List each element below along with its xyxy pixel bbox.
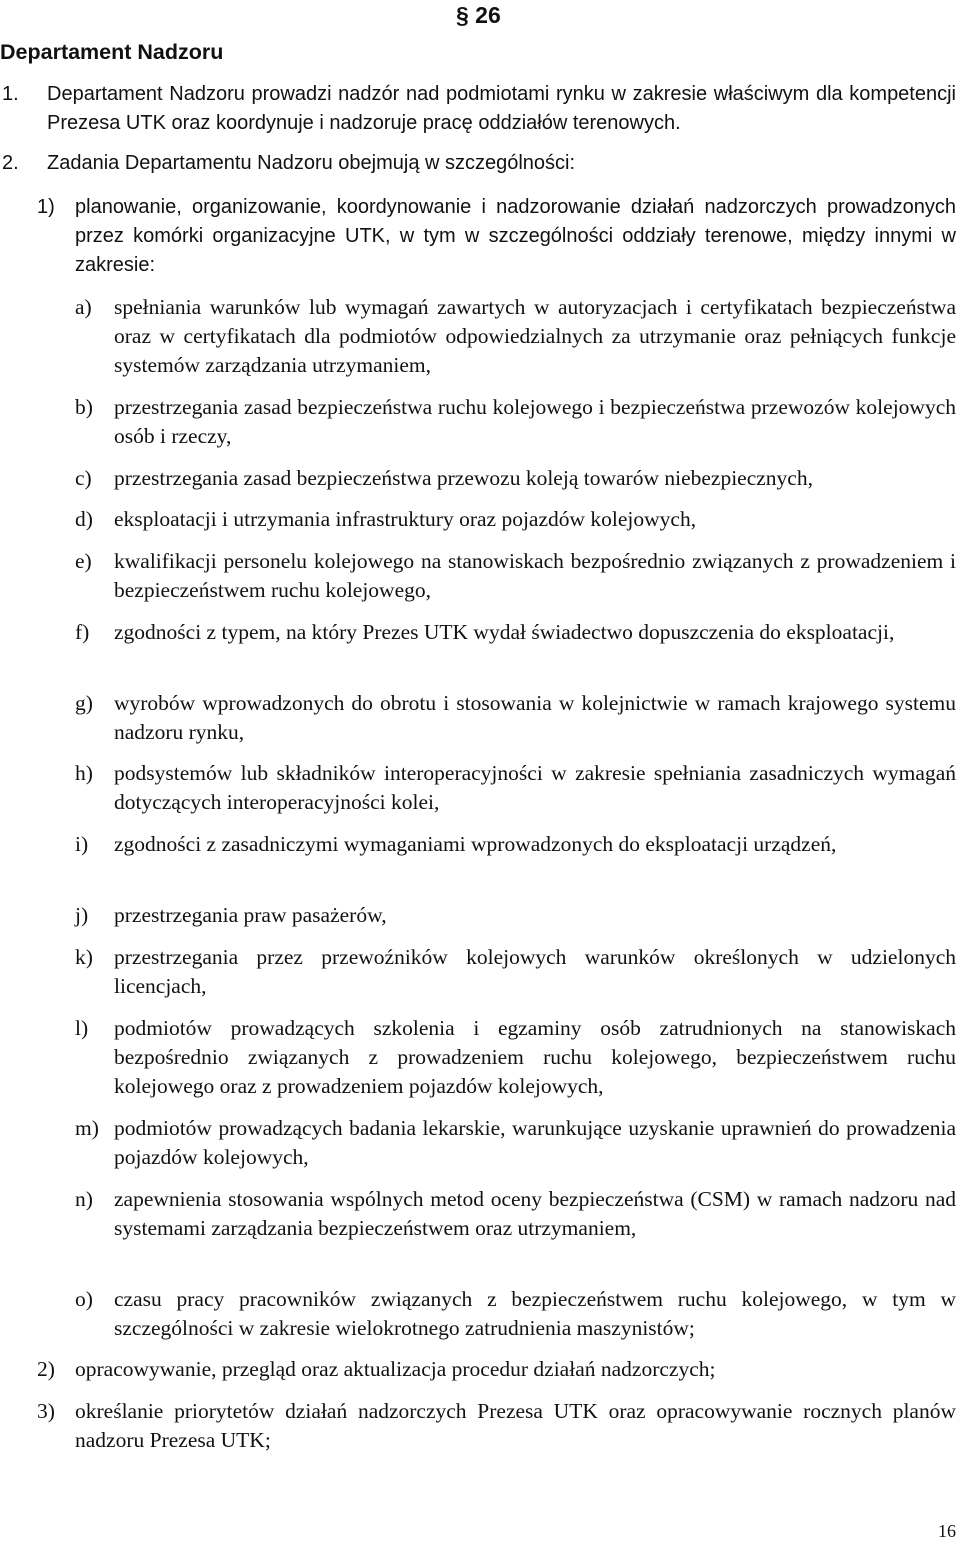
- list-item-letter: h): [75, 761, 93, 785]
- list-item-text: podmiotów prowadzących szkolenia i egzaminy osób zatrudnionych na stanowiskach bezpośrednio związanych z prowadzeniem ruchu kolejowego, bezpieczeństwem ruchu kolejowego oraz z prowadzeniem pojazdów kolejowych,: [114, 1016, 956, 1098]
- subpoint-1-text: planowanie, organizowanie, koordynowanie i nadzorowanie działań nadzorczych prowadzonych przez komórki organizacyjne UTK, w tym w szczególności oddziały terenowe, między innymi w zakresie:: [75, 196, 956, 276]
- list-item-letter: g): [75, 691, 93, 715]
- subpoint-1-number: 1): [37, 196, 55, 218]
- list-item-text: eksploatacji i utrzymania infrastruktury oraz pojazdów kolejowych,: [114, 507, 697, 531]
- list-item-letter: d): [75, 507, 93, 531]
- point-2-text: Zadania Departamentu Nadzoru obejmują w szczególności:: [47, 152, 576, 174]
- paragraph-sign: § 26: [456, 2, 501, 28]
- page-number: 16: [938, 1521, 956, 1541]
- subpoint-3-text: określanie priorytetów działań nadzorczych Prezesa UTK oraz opracowywanie rocznych planów nadzoru Prezesa UTK;: [75, 1399, 956, 1452]
- list-item-text: wyrobów wprowadzonych do obrotu i stosowania w kolejnictwie w ramach krajowego systemu nadzoru rynku,: [114, 691, 956, 744]
- subpoint-2-text: opracowywanie, przegląd oraz aktualizacja procedur działań nadzorczych;: [75, 1357, 716, 1381]
- point-1-number: 1.: [2, 83, 19, 105]
- list-item-text: czasu pracy pracowników związanych z bezpieczeństwem ruchu kolejowego, w tym w szczególności w zakresie wielokrotnego zatrudnienia maszynistów;: [114, 1287, 956, 1340]
- list-item-letter: f): [75, 620, 90, 644]
- list-item-letter: n): [75, 1187, 93, 1211]
- list-item-letter: e): [75, 549, 92, 573]
- list-item-text: przestrzegania praw pasażerów,: [114, 903, 387, 927]
- list-item-text: przestrzegania zasad bezpieczeństwa ruchu kolejowego i bezpieczeństwa przewozów kolejowych osób i rzeczy,: [114, 395, 956, 448]
- list-item-text: zgodności z typem, na który Prezes UTK wydał świadectwo dopuszczenia do eksploatacji,: [114, 620, 895, 644]
- list-item-text: zapewnienia stosowania wspólnych metod oceny bezpieczeństwa (CSM) w ramach nadzoru nad systemami zarządzania bezpieczeństwem oraz utrzymaniem,: [114, 1187, 956, 1240]
- list-item-text: kwalifikacji personelu kolejowego na stanowiskach bezpośrednio związanych z prowadzeniem i bezpieczeństwem ruchu kolejowego,: [114, 549, 956, 602]
- list-item-text: przestrzegania zasad bezpieczeństwa przewozu koleją towarów niebezpiecznych,: [114, 466, 813, 490]
- list-item-letter: b): [75, 395, 93, 419]
- list-item-letter: m): [75, 1116, 99, 1140]
- list-item-letter: i): [75, 832, 89, 856]
- list-item-letter: j): [75, 903, 89, 927]
- list-item-letter: k): [75, 945, 93, 969]
- list-item-text: podsystemów lub składników interoperacyjności w zakresie spełniania zasadniczych wymagań dotyczących interoperacyjności kolei,: [114, 761, 956, 814]
- list-item-letter: l): [75, 1016, 89, 1040]
- list-item-letter: o): [75, 1287, 93, 1311]
- subpoint-3-number: 3): [37, 1399, 55, 1423]
- list-item-text: przestrzegania przez przewoźników kolejowych warunków określonych w udzielonych licencjach,: [114, 945, 956, 998]
- list-item-text: podmiotów prowadzących badania lekarskie, warunkujące uzyskanie uprawnień do prowadzenia pojazdów kolejowych,: [114, 1116, 956, 1169]
- subpoint-2-number: 2): [37, 1357, 55, 1381]
- point-1-text: Departament Nadzoru prowadzi nadzór nad podmiotami rynku w zakresie właściwym dla kompetencji Prezesa UTK oraz koordynuje i nadzoruje pracę oddziałów terenowych.: [47, 83, 956, 134]
- list-item-text: spełniania warunków lub wymagań zawartych w autoryzacjach i certyfikatach bezpieczeństwa oraz w certyfikatach dla podmiotów odpowiedzialnych za utrzymanie oraz pełniących funkcje systemów zarządzania utrzymaniem,: [114, 295, 956, 377]
- department-heading: Departament Nadzoru: [0, 40, 224, 64]
- list-item-letter: c): [75, 466, 92, 490]
- list-item-letter: a): [75, 295, 92, 319]
- list-item-text: zgodności z zasadniczymi wymaganiami wprowadzonych do eksploatacji urządzeń,: [114, 832, 837, 856]
- point-2-number: 2.: [2, 152, 19, 174]
